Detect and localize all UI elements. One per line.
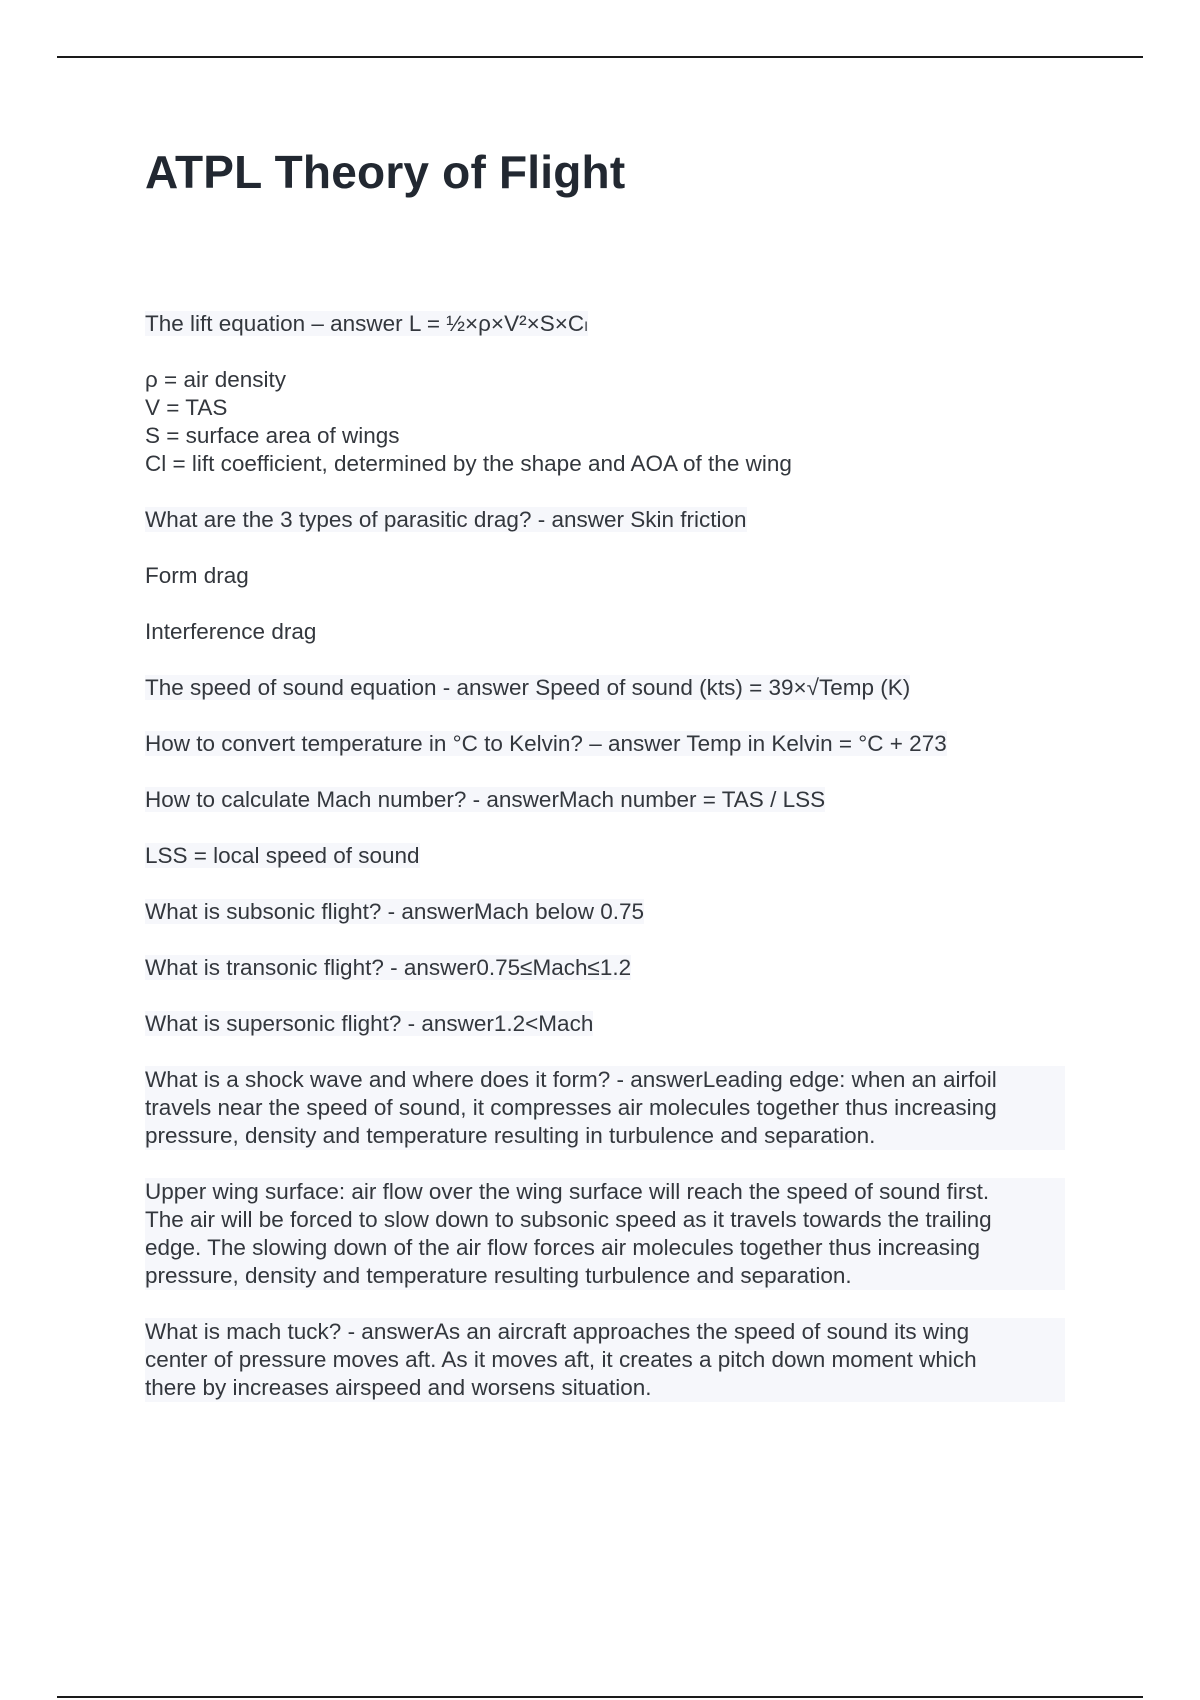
paragraph-text: What is transonic flight? - answer0.75≤Mach≤1.2 [145, 955, 632, 980]
qa-supersonic [145, 1010, 1065, 1038]
qa-mach-tuck [145, 1318, 1065, 1402]
list-item: ρ = air density [145, 367, 286, 392]
paragraph-text: How to convert temperature in °C to Kelvin? – answer Temp in Kelvin = °C + 273 [145, 731, 947, 756]
bottom-rule [57, 1696, 1143, 1698]
list-item: Cl = lift coefficient, determined by the shape and AOA of the wing [145, 451, 792, 476]
document-body [145, 310, 1065, 1430]
paragraph-line: edge. The slowing down of the air flow forces air molecules together thus increasing [145, 1234, 1065, 1262]
paragraph-line: pressure, density and temperature resulting turbulence and separation. [145, 1262, 1065, 1290]
paragraph-text: What is subsonic flight? - answerMach below 0.75 [145, 899, 644, 924]
qa-lift-equation [145, 310, 1065, 338]
qa-subsonic [145, 898, 1065, 926]
qa-mach-number [145, 786, 1065, 814]
answer-form-drag [145, 562, 1065, 590]
paragraph-line: What is a shock wave and where does it form? - answerLeading edge: when an airfoil [145, 1066, 1065, 1094]
paragraph-text: What are the 3 types of parasitic drag? - answer Skin friction [145, 507, 747, 532]
paragraph-line: center of pressure moves aft. As it moves aft, it creates a pitch down moment which [145, 1346, 1065, 1374]
answer-interference-drag [145, 618, 1065, 646]
paragraph-line: The air will be forced to slow down to subsonic speed as it travels towards the trailing [145, 1206, 1065, 1234]
paragraph-text: LSS = local speed of sound [145, 843, 420, 868]
qa-speed-of-sound [145, 674, 1065, 702]
answer-lss [145, 842, 1065, 870]
qa-parasitic-drag [145, 506, 1065, 534]
paragraph-text: How to calculate Mach number? - answerMach number = TAS / LSS [145, 787, 826, 812]
paragraph-line: pressure, density and temperature resulting in turbulence and separation. [145, 1122, 1065, 1150]
answer-upper-wing [145, 1178, 1065, 1290]
paragraph-text: Interference drag [145, 619, 317, 644]
paragraph-line: travels near the speed of sound, it compresses air molecules together thus increasing [145, 1094, 1065, 1122]
paragraph-text: The speed of sound equation - answer Speed of sound (kts) = 39×√Temp (K) [145, 675, 911, 700]
list-item: S = surface area of wings [145, 423, 400, 448]
top-rule [57, 56, 1143, 58]
qa-transonic [145, 954, 1065, 982]
paragraph-line: there by increases airspeed and worsens situation. [145, 1374, 1065, 1402]
qa-shock-wave [145, 1066, 1065, 1150]
paragraph-line: Upper wing surface: air flow over the wing surface will reach the speed of sound first. [145, 1178, 1065, 1206]
page-title: ATPL Theory of Flight [145, 146, 626, 198]
lift-variables-list [145, 366, 1065, 478]
paragraph-line: What is mach tuck? - answerAs an aircraft approaches the speed of sound its wing [145, 1318, 1065, 1346]
list-item: V = TAS [145, 395, 228, 420]
paragraph-text: Form drag [145, 563, 249, 588]
qa-kelvin [145, 730, 1065, 758]
paragraph-text: What is supersonic flight? - answer1.2<Mach [145, 1011, 594, 1036]
paragraph-text: The lift equation – answer L = ½×ρ×V²×S×Cₗ [145, 311, 588, 336]
